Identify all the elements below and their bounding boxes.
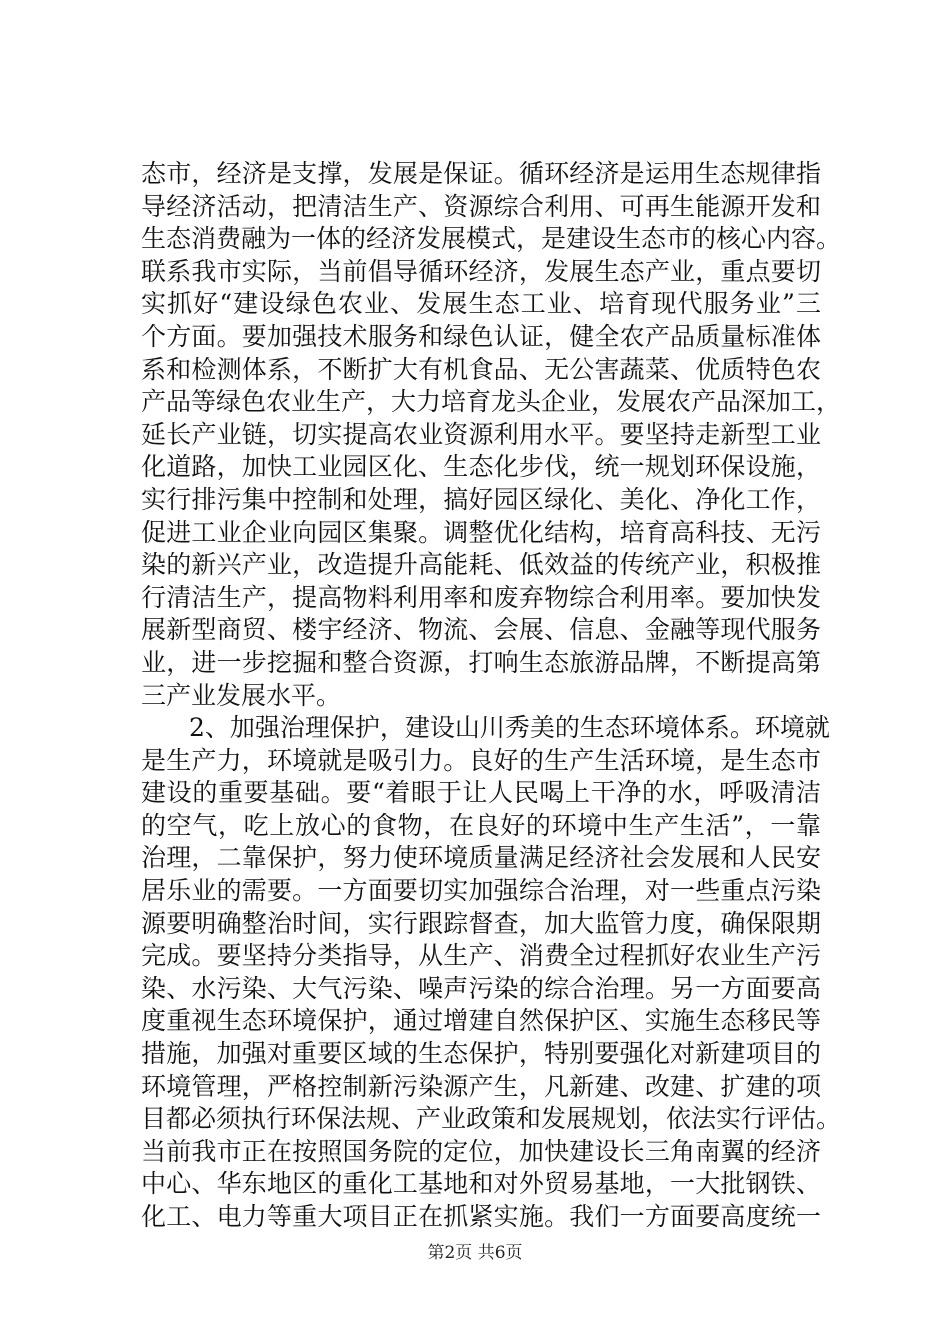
- page-number-footer: 第2页 共6页: [427, 1243, 523, 1263]
- text-line: 目都必须执行环保法规、产业政策和发展规划，依法实行评估。: [141, 1104, 842, 1134]
- text-line: 中心、华东地区的重化工基地和对外贸易基地，一大批钢铁、: [141, 1169, 821, 1199]
- text-line: 导经济活动，把清洁生产、资源综合利用、可再生能源开发和: [141, 191, 821, 221]
- text-line: 当前我市正在按照国务院的定位，加快建设长三角南翼的经济: [141, 1136, 821, 1166]
- text-line: 是生产力，环境就是吸引力。良好的生产生活环境，是生态市: [141, 745, 821, 775]
- text-line: 展新型商贸、楼宇经济、物流、会展、信息、金融等现代服务: [141, 615, 821, 645]
- text-line: 化道路，加快工业园区化、生态化步伐，统一规划环保设施，: [141, 452, 821, 482]
- text-line: 度重视生态环境保护，通过增建自然保护区、实施生态移民等: [141, 1006, 821, 1036]
- text-line: 环境管理，严格控制新污染源产生，凡新建、改建、扩建的项: [141, 1071, 821, 1101]
- text-line: 产品等绿色农业生产，大力培育龙头企业，发展农产品深加工，: [141, 387, 842, 417]
- text-line: 染、水污染、大气污染、噪声污染的综合治理。另一方面要高: [141, 973, 821, 1003]
- text-line: 实抓好“建设绿色农业、发展生态工业、培育现代服务业”三: [141, 289, 821, 319]
- text-line: 联系我市实际，当前倡导循环经济，发展生态产业，重点要切: [141, 256, 821, 286]
- text-line: 源要明确整治时间，实行跟踪督查，加大监管力度，确保限期: [141, 908, 821, 938]
- text-line: 实行排污集中控制和处理，搞好园区绿化、美化、净化工作，: [141, 484, 821, 514]
- text-line: 生态消费融为一体的经济发展模式，是建设生态市的核心内容。: [141, 224, 842, 254]
- paragraph-end-line: 三产业发展水平。: [141, 680, 342, 710]
- text-line: 措施，加强对重要区域的生态保护，特别要强化对新建项目的: [141, 1039, 821, 1069]
- text-line: 系和检测体系，不断扩大有机食品、无公害蔬菜、优质特色农: [141, 354, 821, 384]
- text-line: 化工、电力等重大项目正在抓紧实施。我们一方面要高度统一: [141, 1202, 821, 1231]
- paragraph-start-line: 2、加强治理保护，建设山川秀美的生态环境体系。环境就: [189, 713, 830, 743]
- text-line: 态市，经济是支撑，发展是保证。循环经济是运用生态规律指: [141, 159, 821, 188]
- text-line: 业，进一步挖掘和整合资源，打响生态旅游品牌，不断提高第: [141, 647, 821, 677]
- text-line: 染的新兴产业，改造提升高能耗、低效益的传统产业，积极推: [141, 550, 821, 580]
- text-line: 行清洁生产，提高物料利用率和废弃物综合利用率。要加快发: [141, 582, 821, 612]
- text-line: 建设的重要基础。要“着眼于让人民喝上干净的水，呼吸清洁: [141, 778, 821, 808]
- text-line: 居乐业的需要。一方面要切实加强综合治理，对一些重点污染: [141, 876, 821, 906]
- text-line: 个方面。要加强技术服务和绿色认证，健全农产品质量标准体: [141, 321, 821, 351]
- text-line: 促进工业企业向园区集聚。调整优化结构，培育高科技、无污: [141, 517, 821, 547]
- text-line: 完成。要坚持分类指导，从生产、消费全过程抓好农业生产污: [141, 941, 821, 971]
- text-line: 延长产业链，切实提高农业资源利用水平。要坚持走新型工业: [141, 419, 821, 449]
- document-body: [141, 158, 842, 1234]
- text-line: 的空气，吃上放心的食物，在良好的环境中生产生活”，一靠: [141, 810, 821, 840]
- text-line: 治理，二靠保护，努力使环境质量满足经济社会发展和人民安: [141, 843, 821, 873]
